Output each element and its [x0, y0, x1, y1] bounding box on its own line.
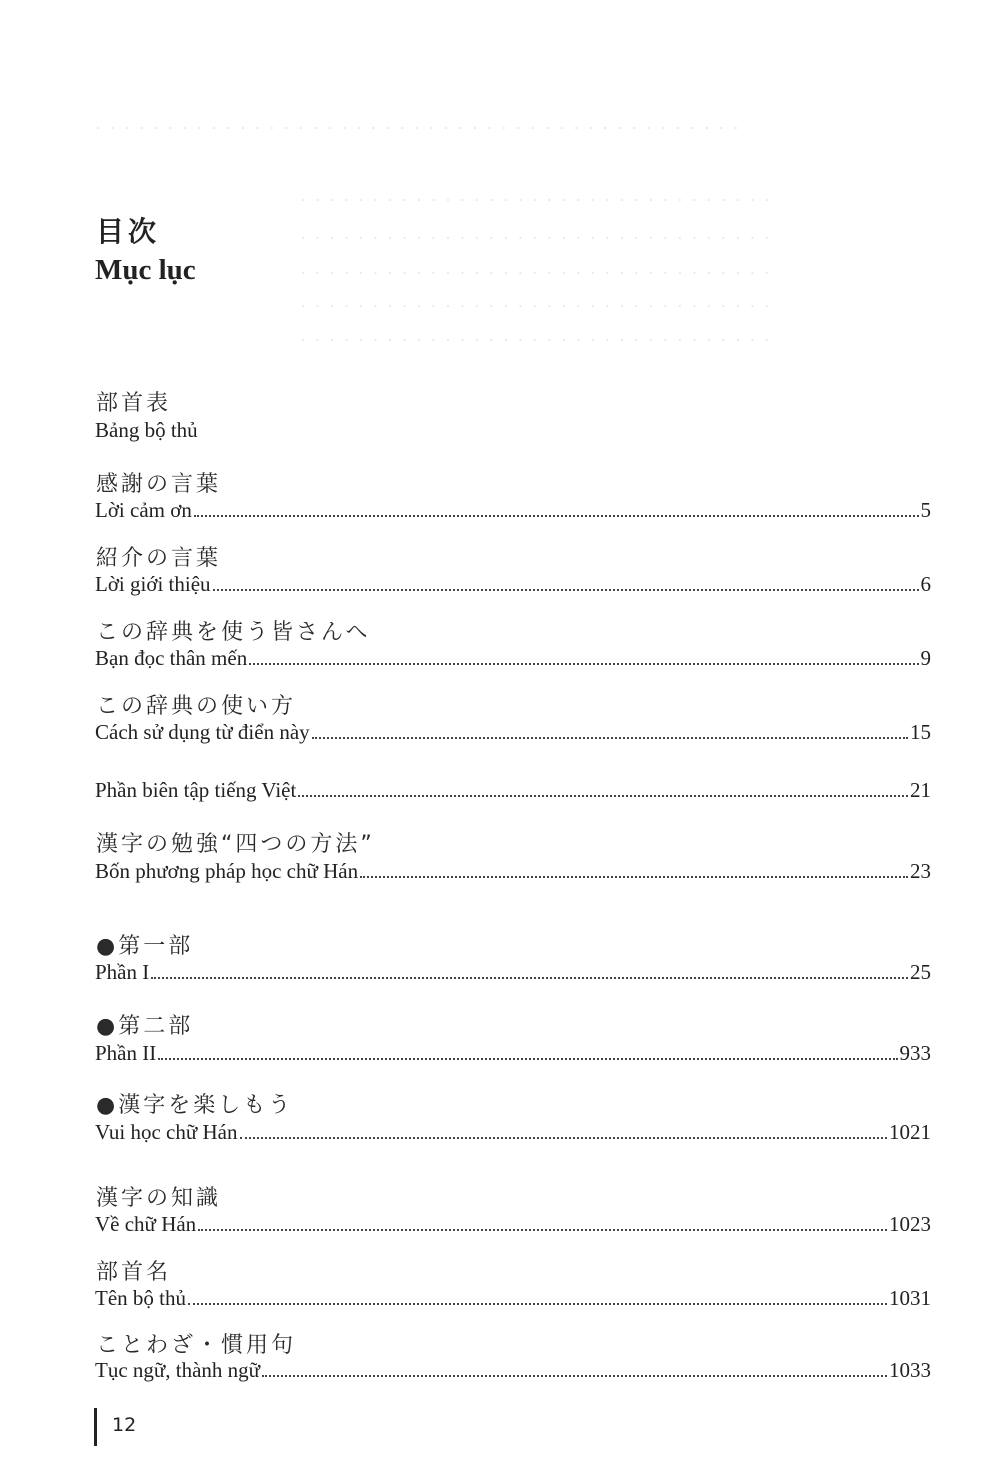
toc-entry-label: Tục ngữ, thành ngữ [95, 1358, 261, 1382]
toc-page-number: 933 [899, 1041, 931, 1065]
toc-entry-ja: この辞典の使い方 [96, 694, 297, 719]
toc-entry-ja: 漢字の知識 [96, 1186, 222, 1211]
dot-leader [262, 1375, 887, 1377]
dot-leader [312, 737, 908, 739]
page-title-japanese: 目次 [96, 215, 161, 248]
show-through-line: · · · · · · · · · · · · · · · · · · · · · · · · · · · · · · · · · [300, 263, 772, 281]
toc-page-number: 1023 [889, 1212, 931, 1236]
toc-entry[interactable] [95, 498, 931, 523]
toc-entry-ja: ●第二部 [96, 1014, 194, 1039]
toc-entry-ja: 漢字の勉強“四つの方法” [96, 832, 375, 857]
toc-page-number: 23 [910, 859, 931, 883]
dot-leader [249, 663, 918, 665]
toc-page-number: 1021 [889, 1120, 931, 1144]
dot-leader [188, 1303, 887, 1305]
dot-leader [240, 1137, 888, 1139]
dot-leader [194, 515, 919, 517]
toc-page-number: 21 [910, 778, 931, 802]
toc-entry-ja: ●第一部 [96, 934, 194, 959]
toc-entry[interactable] [95, 778, 931, 803]
toc-entry-ja: この辞典を使う皆さんへ [96, 620, 371, 645]
toc-entry-label: Vui học chữ Hán [95, 1120, 238, 1144]
show-through-line: · · · · · · · · · · · · · · · · · · · · · · · · · · · · · · · · · · · · · · · · · · · · · [95, 118, 741, 136]
toc-entry[interactable] [95, 1286, 931, 1311]
footer-page-number: 12 [112, 1414, 137, 1436]
toc-entry-label: Lời cảm ơn [95, 498, 192, 522]
toc-entry[interactable] [95, 720, 931, 745]
dot-leader [151, 977, 908, 979]
toc-page-number: 6 [920, 572, 931, 596]
dot-leader [213, 589, 919, 591]
toc-entry-ja: ●漢字を楽しもう [96, 1093, 294, 1118]
footer-rule [94, 1408, 97, 1446]
toc-entry[interactable] [95, 418, 931, 443]
toc-entry[interactable] [95, 960, 931, 985]
show-through-line: · · · · · · · · · · · · · · · · · · · · · · · · · · · · · · · · · [300, 228, 772, 246]
toc-entry-ja: 紹介の言葉 [96, 546, 222, 571]
toc-entry-label: Bảng bộ thủ [95, 418, 198, 442]
toc-entry[interactable] [95, 1041, 931, 1066]
show-through-line: · · · · · · · · · · · · · · · · · · · · · · · · · · · · · · · · · [300, 296, 772, 314]
dot-leader [360, 876, 908, 878]
toc-entry-label: Bạn đọc thân mến [95, 646, 248, 670]
toc-page-number: 25 [910, 960, 931, 984]
toc-entry-label: Phần biên tập tiếng Việt [95, 778, 297, 802]
toc-page-number: 9 [920, 646, 931, 670]
toc-page-number: 1031 [889, 1286, 931, 1310]
show-through-line: · · · · · · · · · · · · · · · · · · · · · · · · · · · · · · · · · [300, 330, 772, 348]
toc-entry[interactable] [95, 1358, 931, 1383]
toc-entry-label: Lời giới thiệu [95, 572, 211, 596]
toc-entry[interactable] [95, 859, 931, 884]
toc-page-number: 5 [920, 498, 931, 522]
toc-entry[interactable] [95, 1120, 931, 1145]
toc-entry-label: Tên bộ thủ [95, 1286, 186, 1310]
toc-entry-ja: 感謝の言葉 [96, 472, 222, 497]
toc-entry[interactable] [95, 1212, 931, 1237]
toc-entry-label: Về chữ Hán [95, 1212, 197, 1236]
toc-page-number: 1033 [889, 1358, 931, 1382]
show-through-line: · · · · · · · · · · · · · · · · · · · · · · · · · · · · · · · · · [300, 190, 772, 208]
dot-leader [298, 795, 908, 797]
toc-entry-label: Phần I [95, 960, 150, 984]
toc-entry-ja: 部首名 [96, 1260, 172, 1285]
toc-entry-ja: ことわざ・慣用句 [96, 1333, 297, 1358]
page-title-vietnamese: Mục lục [95, 254, 196, 286]
toc-entry[interactable] [95, 572, 931, 597]
toc-entry-ja: 部首表 [96, 391, 172, 416]
toc-entry-label: Cách sử dụng từ điển này [95, 720, 310, 744]
dot-leader [198, 1229, 887, 1231]
toc-entry[interactable] [95, 646, 931, 671]
toc-page-number: 15 [910, 720, 931, 744]
dot-leader [158, 1058, 897, 1060]
toc-entry-label: Bốn phương pháp học chữ Hán [95, 859, 359, 883]
toc-entry-label: Phần II [95, 1041, 157, 1065]
